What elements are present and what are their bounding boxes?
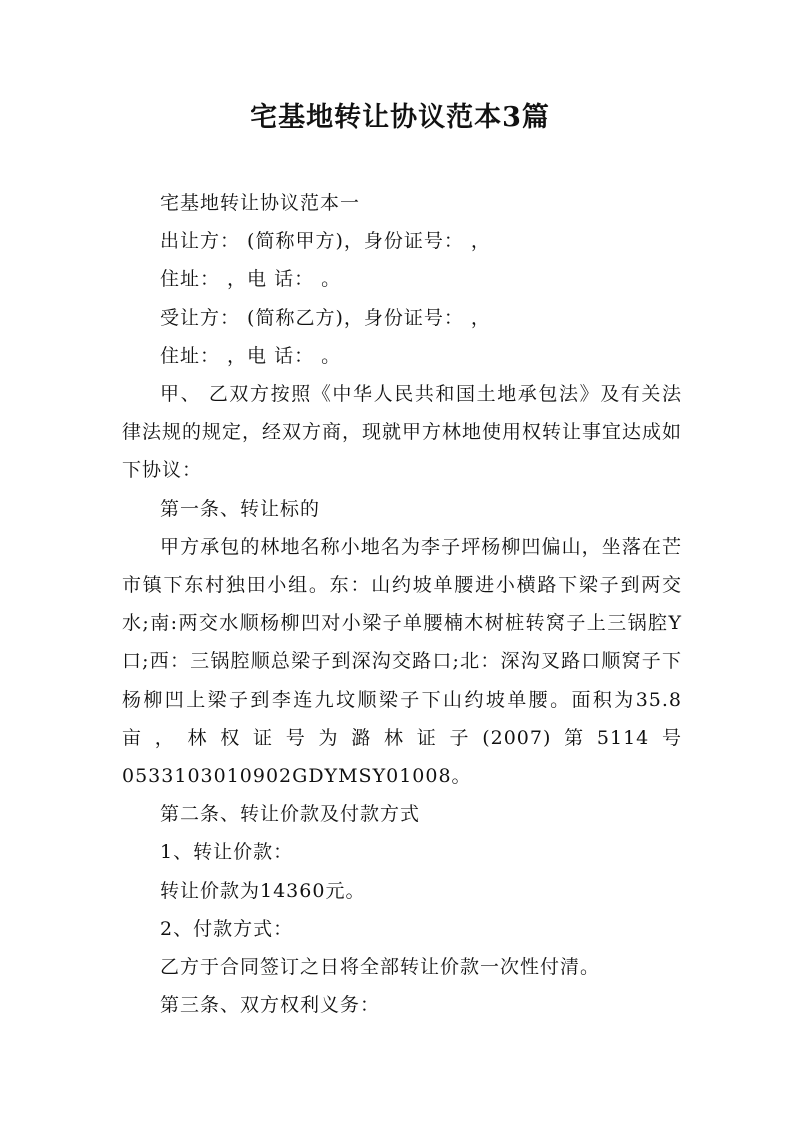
payment-heading: 2、付款方式：: [160, 917, 294, 940]
document-body: [122, 184, 682, 1024]
transferor-address-line: 住址： ，电 话： 。: [160, 268, 342, 291]
preamble-paragraph: 甲、 乙双方按照《中华人民共和国土地承包法》及有关法律法规的规定，经双方商，现就甲方林地使用权转让事宜达成如下协议：: [122, 383, 683, 482]
article-1-heading: 第一条、转让标的: [160, 497, 321, 520]
transferee-address-line: 住址： ，电 话： 。: [160, 344, 342, 367]
payment-body: 乙方于合同签订之日将全部转让价款一次性付清。: [160, 956, 601, 979]
price-body: 转让价款为14360元。: [160, 879, 366, 902]
section-heading: 宅基地转让协议范本一: [160, 192, 361, 214]
document-title: 宅基地转让协议范本3篇: [250, 102, 550, 133]
transferee-line: 受让方： (简称乙方)，身份证号： ，: [160, 306, 491, 329]
article-3-heading: 第三条、双方权利义务：: [160, 994, 381, 1017]
article-2-heading: 第二条、转让价款及付款方式: [160, 803, 421, 826]
price-heading: 1、转让价款：: [160, 841, 294, 864]
article-1-body: 甲方承包的林地名称小地名为李子坪杨柳凹偏山，坐落在芒市镇下东村独田小组。东：山约坡单腰进小横路下梁子到两交水;南:两交水顺杨柳凹对小梁子单腰楠木树桩转窝子上三锅腔Y口;西：三锅腔顺总梁子到深沟交路口;北：深沟叉路口顺窝子下杨柳凹上梁子到李连九坟顺梁子下山约坡单腰。面积为35.8亩，林权证号为潞林证子(2007)第5114号0533103010902GDYMSY01008。: [122, 535, 682, 788]
transferor-line: 出让方： (简称甲方)，身份证号： ，: [160, 230, 491, 253]
